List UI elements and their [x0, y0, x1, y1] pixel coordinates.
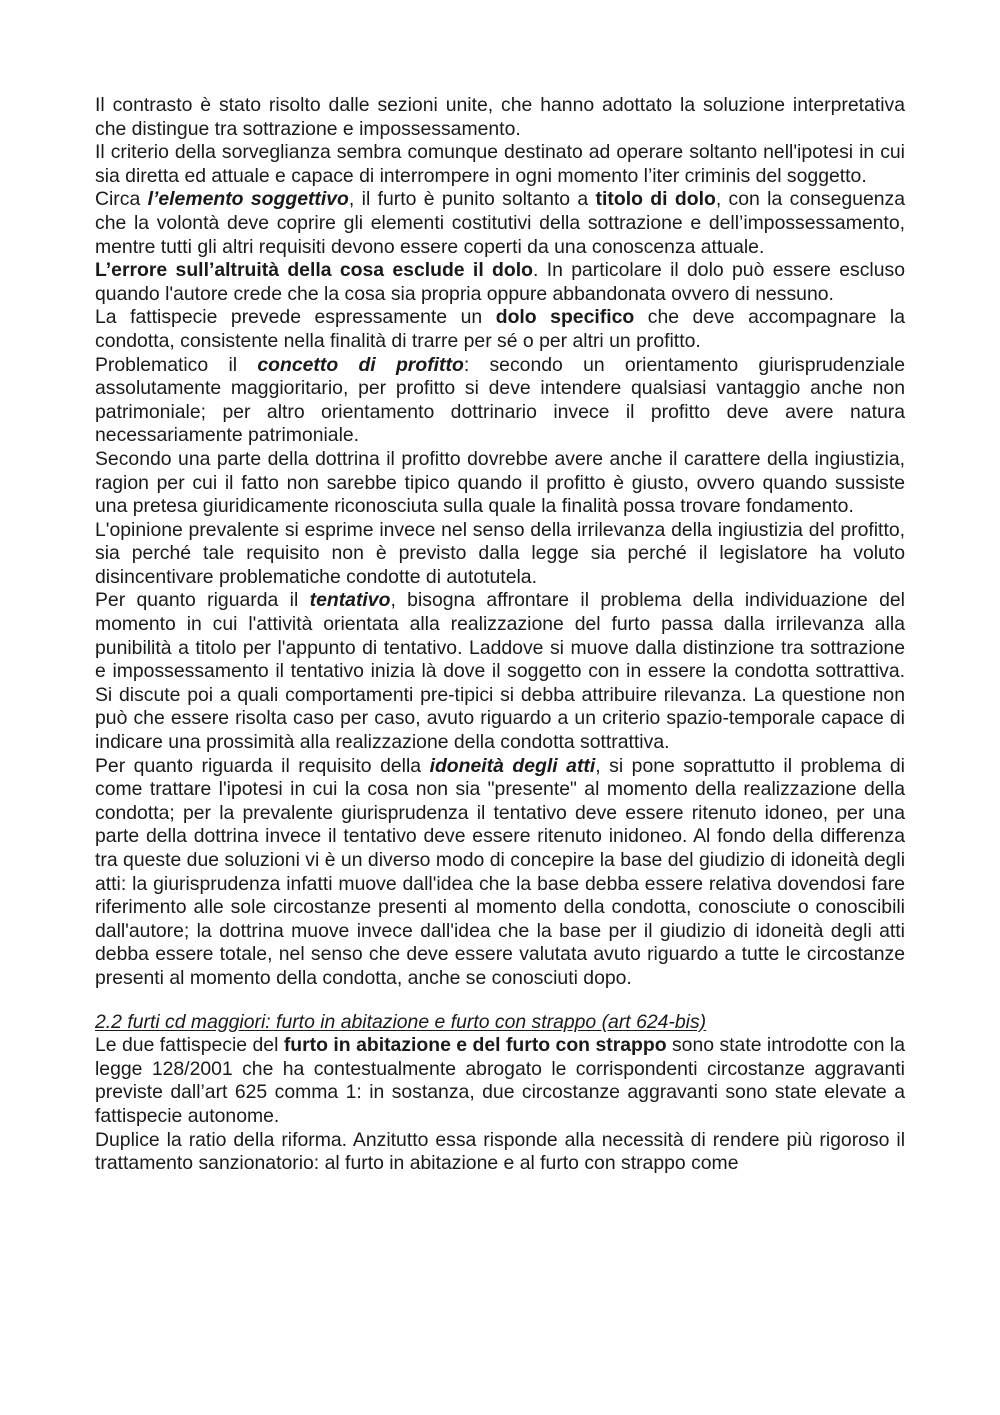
text-run: . In particolare il dolo può essere escluso quando l'autore crede che la cosa sia propria oppure abbandonata ovvero di nessuno.	[95, 259, 905, 305]
text-run: , si pone soprattutto il problema di come trattare l'ipotesi in cui la cosa non sia "presente" al momento della realizzazione della condotta; per la prevalente giurisprudenza il tentativo deve essere ritenuto idoneo, per una parte della dottrina invece il tentativo deve essere ritenuto inidoneo. Al fondo della differenza tra queste due soluzioni vi è un diverso modo di concepire la base del giudizio di idoneità degli atti: la giurisprudenza infatti muove dall'idea che la base debba essere relativa dovendosi fare riferimento alle sole circostanze presenti al momento della condotta, conosciute o conoscibili dall'autore; la dottrina muove invece dall'idea che la base per il giudizio di idoneità degli atti debba essere totale, nel senso che deve essere valutata avuto riguardo a tutte le circostanze presenti al momento della condotta, anche se conosciuti dopo.	[95, 754, 905, 989]
bold-text: furto in abitazione e del furto con strappo	[283, 1034, 667, 1057]
text-run: , il furto è punito soltanto a	[348, 188, 596, 211]
paragraph	[95, 755, 905, 991]
paragraph	[95, 1129, 905, 1176]
text-run: Problematico il	[95, 353, 258, 376]
text-run: Le due fattispecie del	[95, 1034, 284, 1057]
text-run: Per quanto riguarda il	[95, 589, 310, 612]
paragraph	[95, 259, 905, 306]
section-body-text	[95, 1034, 905, 1176]
text-run: Il contrasto è stato risolto dalle sezioni unite, che hanno adottato la soluzione interpretativa che distingue tra sottrazione e impossessamento.	[95, 94, 905, 140]
paragraph	[95, 306, 905, 353]
text-run: Duplice la ratio della riforma. Anzitutto essa risponde alla necessità di rendere più rigoroso il trattamento sanzionatorio: al furto in abitazione e al furto con strappo come	[95, 1128, 905, 1175]
text-run: La fattispecie prevede espressamente un	[95, 306, 496, 329]
paragraph	[95, 141, 905, 188]
paragraph	[95, 448, 905, 519]
text-run: Circa	[95, 188, 148, 211]
text-run: che deve accompagnare la condotta, consistente nella finalità di trarre per sé o per altri un profitto.	[95, 306, 906, 352]
bold-italic-text: tentativo	[309, 589, 391, 612]
paragraph	[95, 519, 905, 590]
bold-italic-text: idoneità degli atti	[429, 754, 596, 777]
paragraph	[95, 589, 905, 754]
paragraph	[95, 354, 905, 448]
text-run: , bisogna affrontare il problema della individuazione del momento in cui l'attività orientata alla realizzazione del furto passa dalla irrilevanza alla punibilità a titolo per l'appunto di tentativo. Laddove si muove dalla distinzione tra sottrazione e impossessamento il tentativo inizia là dove il soggetto con in essere la condotta sottrattiva. Si discute poi a quali comportamenti pre-tipici si debba attribuire rilevanza. La questione non può che essere risolta caso per caso, avuto riguardo a un criterio spazio-temporale capace di indicare una prossimità alla realizzazione della condotta sottrattiva.	[95, 589, 905, 754]
text-run: : secondo un orientamento giurisprudenziale assolutamente maggioritario, per profitto si deve intendere qualsiasi vantaggio anche non patrimoniale; per altro orientamento dottrinario invece il profitto deve avere natura necessariamente patrimoniale.	[95, 353, 905, 447]
text-run: L'opinione prevalente si esprime invece nel senso della irrilevanza della ingiustizia del profitto, sia perché tale requisito non è previsto dalla legge sia perché il legislatore ha voluto disincentivare problematiche condotte di autotutela.	[95, 518, 905, 588]
paragraph	[95, 94, 905, 141]
bold-italic-text: concetto di profitto	[257, 353, 464, 376]
paragraph	[95, 188, 905, 259]
document-page	[95, 94, 905, 1176]
bold-text: dolo specifico	[495, 306, 635, 329]
section-heading: 2.2 furti cd maggiori: furto in abitazione e furto con strappo (art 624-bis)	[95, 1010, 707, 1033]
text-run: sono state introdotte con la legge 128/2001 che ha contestualmente abrogato le corrispondenti circostanze aggravanti previste dall’art 625 comma 1: in sostanza, due circostanze aggravanti sono state elevate a fattispecie autonome.	[95, 1034, 905, 1127]
bold-text: titolo di dolo	[595, 188, 716, 211]
paragraph	[95, 1034, 905, 1128]
text-run: Secondo una parte della dottrina il profitto dovrebbe avere anche il carattere della ingiustizia, ragion per cui il fatto non sarebbe tipico quando il profitto è giusto, ovvero quando sussiste una pretesa giuridicamente riconosciuta sulla quale la finalità possa trovare fondamento.	[95, 447, 905, 518]
text-run: , con la conseguenza che la volontà deve coprire gli elementi costitutivi della sottrazione e dell’impossessamento, mentre tutti gli altri requisiti devono essere coperti da una conoscenza attuale.	[95, 188, 905, 258]
body-text	[95, 94, 905, 991]
text-run: Per quanto riguarda il requisito della	[95, 754, 430, 777]
text-run: Il criterio della sorveglianza sembra comunque destinato ad operare soltanto nell'ipotesi in cui sia diretta ed attuale e capace di interrompere in ogni momento l’iter criminis del soggetto.	[95, 141, 905, 187]
bold-italic-text: l’elemento soggettivo	[147, 188, 349, 211]
bold-text: L’errore sull’altruità della cosa esclude il dolo	[95, 259, 533, 282]
